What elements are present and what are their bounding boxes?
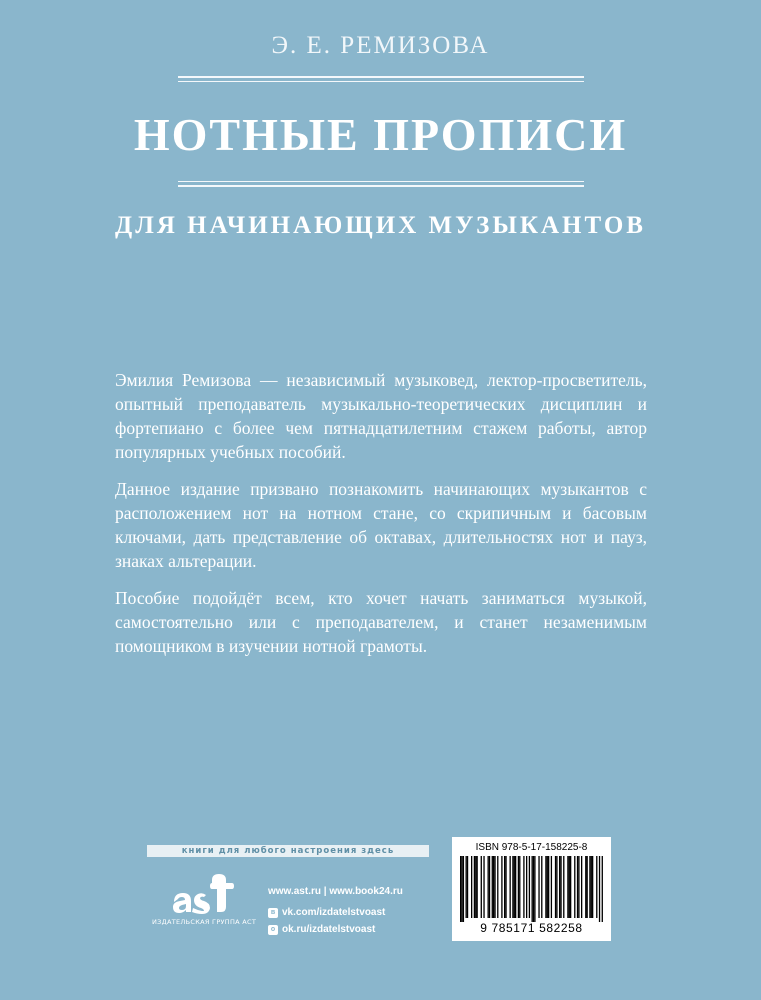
author-name: Э. Е. РЕМИЗОВА [271, 32, 490, 59]
barcode-bar [493, 856, 494, 918]
ast-logo-icon [172, 872, 234, 914]
barcode-bar [556, 856, 557, 918]
publisher-logo [152, 872, 257, 926]
barcode-bar [559, 856, 560, 918]
barcode-bar [474, 856, 475, 918]
barcode-bar [534, 856, 535, 922]
barcode-bar [501, 856, 502, 918]
barcode-bar [497, 856, 498, 918]
vk-link[interactable]: vk.com/izdatelstvoast [282, 907, 386, 918]
barcode-bar [533, 856, 534, 922]
book-description [115, 368, 647, 671]
barcode-bar [471, 856, 472, 918]
barcode-digits: 9 785171 582258 [480, 921, 583, 935]
publisher-links [268, 883, 403, 938]
barcode-bar [510, 856, 511, 918]
barcode-bar [504, 856, 505, 918]
website-links[interactable]: www.ast.ru | www.book24.ru [268, 886, 403, 897]
barcode-bar [518, 856, 519, 918]
description-paragraph-author: Эмилия Ремизова — независимый музыковед, лектор-просветитель, опытный преподаватель музыкально-теоретических дисциплин и фортепиано с более чем пятнадцатилетним стажем работы, автор популярных учебных пособий. [115, 370, 647, 462]
barcode-bar [492, 856, 493, 918]
barcode-bar [592, 856, 593, 918]
barcode-bar [529, 856, 530, 918]
isbn-number: ISBN 978-5-17-158225-8 [475, 842, 588, 853]
barcode-bar [602, 856, 603, 922]
barcode-bar [494, 856, 495, 918]
barcode-bar [505, 856, 506, 918]
barcode-bar [555, 856, 556, 918]
barcode-bar [587, 856, 588, 918]
barcode-bar [567, 856, 568, 918]
barcode-bar [570, 856, 571, 918]
barcode-bars [460, 856, 603, 922]
barcode-bar [515, 856, 516, 918]
barcode-bar [463, 856, 464, 922]
barcode-bar [466, 856, 467, 918]
barcode-bar [488, 856, 489, 918]
barcode-bar [578, 856, 579, 918]
barcode-bar [483, 856, 484, 918]
barcode-bar [548, 856, 549, 918]
publisher-caption: ИЗДАТЕЛЬСКАЯ ГРУППА АСТ [152, 918, 257, 926]
barcode-bar [585, 856, 586, 918]
barcode-bar [523, 856, 524, 918]
ok-icon: о [268, 925, 278, 935]
description-paragraph-content: Данное издание призвано познакомить начинающих музыкантов с расположением нот на нотном стане, со скрипичным и басовым ключами, дать представление об октавах, длительностях нот и пауз, знаках альтерации. [115, 479, 647, 571]
barcode-bar [545, 856, 546, 918]
barcode-bar [547, 856, 548, 918]
description-paragraph-audience: Пособие подойдёт всем, кто хочет начать заниматься музыкой, самостоятельно или с преподавателем, и станет незаменимым помощником в изучении нотной грамоты. [115, 588, 647, 656]
barcode-bar [519, 856, 520, 918]
barcode-bar [467, 856, 468, 918]
title-rule-top [178, 76, 584, 82]
barcode-bar [532, 856, 533, 922]
barcode-bar [461, 856, 462, 922]
ok-link-row[interactable] [268, 921, 403, 938]
barcode-bar [581, 856, 582, 918]
isbn-barcode [452, 837, 611, 941]
ok-link[interactable]: ok.ru/izdatelstvoast [282, 924, 376, 935]
barcode-bar [481, 856, 482, 918]
title-rule-bottom [178, 181, 584, 187]
barcode-bar [563, 856, 564, 918]
barcode-bar [541, 856, 542, 918]
barcode-bar [589, 856, 590, 918]
vk-link-row[interactable] [268, 904, 403, 921]
barcode-bar [526, 856, 527, 918]
book-title: НОТНЫЕ ПРОПИСИ [133, 109, 628, 160]
barcode-bar [599, 856, 600, 922]
barcode-bar [551, 856, 552, 918]
barcode-bar [577, 856, 578, 918]
barcode-bar [514, 856, 515, 918]
barcode-bar [512, 856, 513, 918]
vk-icon: в [268, 908, 278, 918]
barcode-bar [560, 856, 561, 918]
barcode-bar [489, 856, 490, 918]
book-subtitle: ДЛЯ НАЧИНАЮЩИХ МУЗЫКАНТОВ [115, 212, 646, 239]
barcode-bar [538, 856, 539, 918]
footer-banner: книги для любого настроения здесь [147, 845, 429, 857]
barcode-bar [460, 856, 461, 922]
barcode-bar [569, 856, 570, 918]
barcode-bar [475, 856, 476, 918]
barcode-bar [574, 856, 575, 918]
barcode-bar [477, 856, 478, 918]
barcode-bar [591, 856, 592, 918]
barcode-bar [596, 856, 597, 918]
